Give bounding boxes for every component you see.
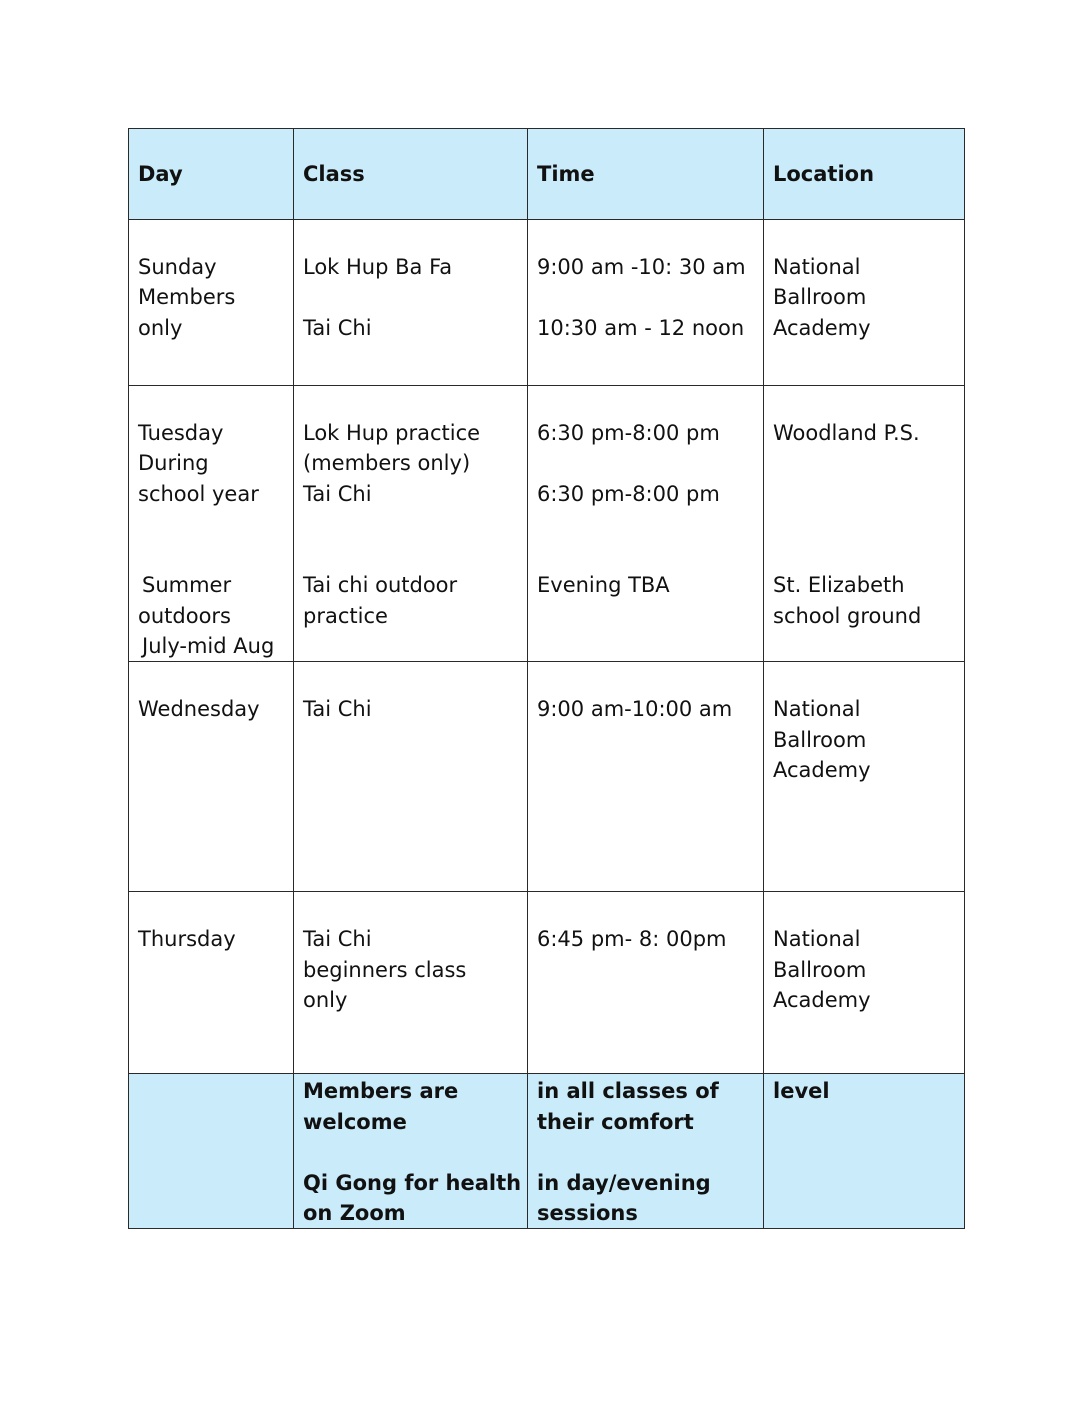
- table-header-row: [129, 129, 965, 220]
- cell-day: Tuesday During school year Summer outdoors July-mid Aug: [129, 386, 294, 662]
- cell-time: in all classes of their comfort in day/evening sessions: [528, 1074, 764, 1229]
- table-row-sunday: [129, 220, 965, 386]
- cell-day: Thursday: [129, 892, 294, 1074]
- cell-class: Lok Hup practice (members only) Tai Chi Tai chi outdoor practice: [294, 386, 528, 662]
- cell-location: level: [764, 1074, 965, 1229]
- cell-class: Tai Chi: [294, 662, 528, 892]
- cell-class: Tai Chi beginners class only: [294, 892, 528, 1074]
- table-row-thursday: [129, 892, 965, 1074]
- cell-time: 6:45 pm- 8: 00pm: [528, 892, 764, 1074]
- header-class: Class: [294, 129, 528, 220]
- cell-time: 9:00 am -10: 30 am 10:30 am - 12 noon: [528, 220, 764, 386]
- cell-day: Sunday Members only: [129, 220, 294, 386]
- cell-class: Lok Hup Ba Fa Tai Chi: [294, 220, 528, 386]
- table-row-tuesday: [129, 386, 965, 662]
- cell-class: Members are welcome Qi Gong for health on Zoom: [294, 1074, 528, 1229]
- table-row-wednesday: [129, 662, 965, 892]
- cell-time: 6:30 pm-8:00 pm 6:30 pm-8:00 pm Evening TBA: [528, 386, 764, 662]
- header-location: Location: [764, 129, 965, 220]
- cell-location: National Ballroom Academy: [764, 662, 965, 892]
- cell-location: Woodland P.S. St. Elizabeth school ground: [764, 386, 965, 662]
- cell-day: Wednesday: [129, 662, 294, 892]
- cell-time: 9:00 am-10:00 am: [528, 662, 764, 892]
- header-time: Time: [528, 129, 764, 220]
- class-schedule-table: [128, 128, 965, 1229]
- table-footer-row: [129, 1074, 965, 1229]
- cell-location: National Ballroom Academy: [764, 220, 965, 386]
- cell-day-empty: [129, 1074, 294, 1229]
- header-day: Day: [129, 129, 294, 220]
- cell-location: National Ballroom Academy: [764, 892, 965, 1074]
